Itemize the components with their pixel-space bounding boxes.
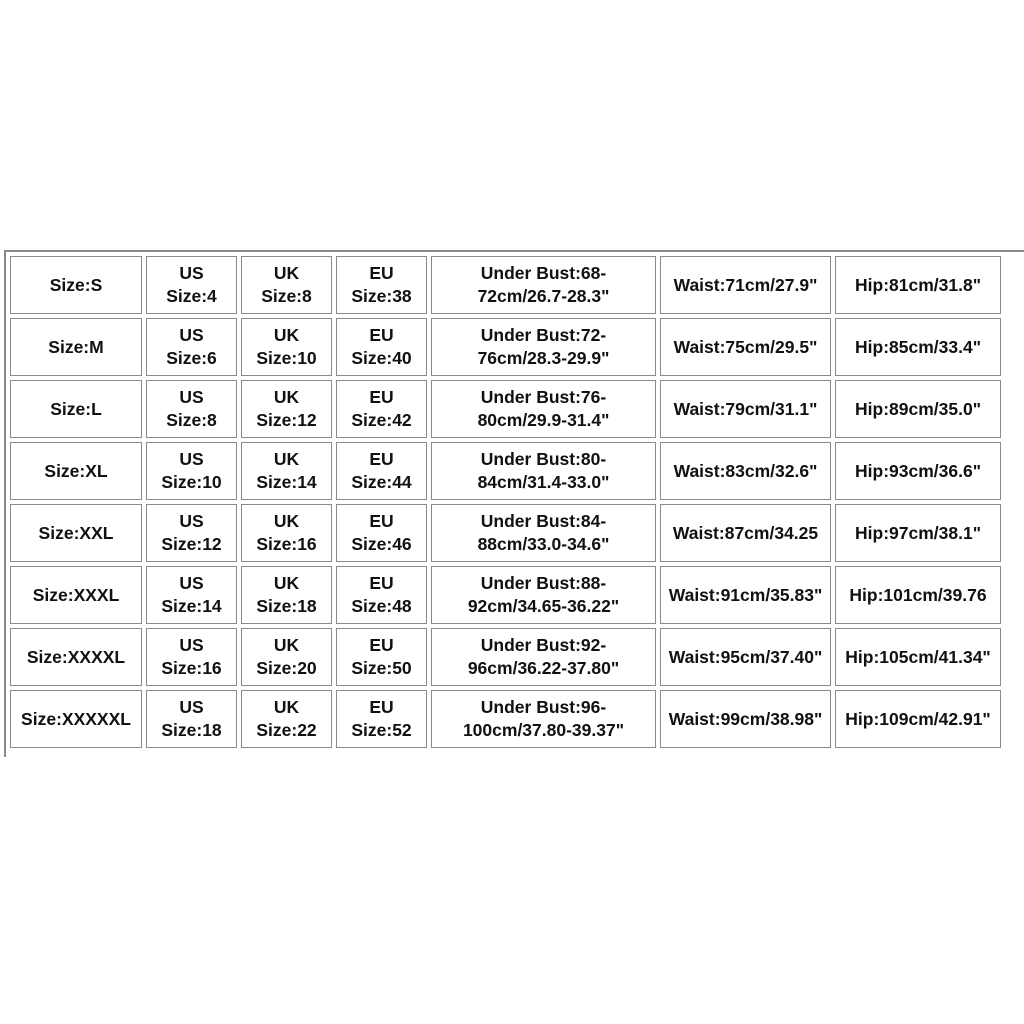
under-bust-cell — [431, 628, 656, 686]
hip-cell: Hip:89cm/35.0" — [835, 380, 1001, 438]
cell-line: UK — [273, 511, 300, 531]
cell-line: US — [179, 325, 204, 345]
cell-line: Under Bust:92- — [480, 635, 607, 655]
cell-line: Size:10 — [256, 348, 317, 368]
size-cell: Size:XXL — [10, 504, 142, 562]
uk-size-cell — [241, 442, 332, 500]
cell-line: Size:12 — [256, 410, 317, 430]
cell-line: US — [179, 263, 204, 283]
cell-line: Size:16 — [161, 658, 222, 678]
table-row — [10, 442, 1001, 500]
cell-line: Size:48 — [351, 596, 412, 616]
uk-size-cell — [241, 256, 332, 314]
cell-line: Size:8 — [166, 410, 217, 430]
uk-size-cell — [241, 380, 332, 438]
hip-cell: Hip:101cm/39.76 — [835, 566, 1001, 624]
cell-line: Under Bust:84- — [480, 511, 607, 531]
waist-cell: Waist:91cm/35.83" — [660, 566, 831, 624]
cell-line: Size:10 — [161, 472, 222, 492]
cell-line: US — [179, 635, 204, 655]
hip-cell: Hip:109cm/42.91" — [835, 690, 1001, 748]
cell-line: Size:6 — [166, 348, 217, 368]
cell-line: UK — [273, 697, 300, 717]
cell-line: UK — [273, 449, 300, 469]
size-cell: Size:XXXXL — [10, 628, 142, 686]
us-size-cell — [146, 318, 237, 376]
table-row — [10, 504, 1001, 562]
cell-line: 84cm/31.4-33.0" — [477, 472, 610, 492]
us-size-cell — [146, 380, 237, 438]
waist-cell: Waist:83cm/32.6" — [660, 442, 831, 500]
cell-line: 72cm/26.7-28.3" — [477, 286, 610, 306]
cell-line: US — [179, 697, 204, 717]
under-bust-cell — [431, 442, 656, 500]
cell-line: US — [179, 573, 204, 593]
cell-line: Size:50 — [351, 658, 412, 678]
cell-line: Size:8 — [261, 286, 312, 306]
cell-line: EU — [369, 511, 394, 531]
cell-line: UK — [273, 635, 300, 655]
cell-line: Under Bust:76- — [480, 387, 607, 407]
us-size-cell — [146, 628, 237, 686]
cell-line: EU — [369, 325, 394, 345]
eu-size-cell — [336, 318, 427, 376]
size-table-body — [10, 256, 1001, 748]
table-row — [10, 256, 1001, 314]
waist-cell: Waist:87cm/34.25 — [660, 504, 831, 562]
size-cell: Size:XXXL — [10, 566, 142, 624]
waist-cell: Waist:99cm/38.98" — [660, 690, 831, 748]
hip-cell: Hip:105cm/41.34" — [835, 628, 1001, 686]
cell-line: Size:40 — [351, 348, 412, 368]
us-size-cell — [146, 690, 237, 748]
cell-line: 80cm/29.9-31.4" — [477, 410, 610, 430]
cell-line: 100cm/37.80-39.37" — [462, 720, 625, 740]
cell-line: UK — [273, 387, 300, 407]
uk-size-cell — [241, 628, 332, 686]
under-bust-cell — [431, 504, 656, 562]
cell-line: Size:12 — [161, 534, 222, 554]
cell-line: 76cm/28.3-29.9" — [477, 348, 610, 368]
cell-line: Size:38 — [351, 286, 412, 306]
cell-line: UK — [273, 573, 300, 593]
cell-line: EU — [369, 573, 394, 593]
uk-size-cell — [241, 690, 332, 748]
cell-line: Size:14 — [256, 472, 317, 492]
table-row — [10, 318, 1001, 376]
cell-line: Size:18 — [161, 720, 222, 740]
under-bust-cell — [431, 566, 656, 624]
cell-line: Under Bust:68- — [480, 263, 607, 283]
hip-cell: Hip:81cm/31.8" — [835, 256, 1001, 314]
cell-line: 92cm/34.65-36.22" — [467, 596, 620, 616]
hip-cell: Hip:93cm/36.6" — [835, 442, 1001, 500]
size-cell: Size:S — [10, 256, 142, 314]
eu-size-cell — [336, 380, 427, 438]
uk-size-cell — [241, 504, 332, 562]
hip-cell: Hip:97cm/38.1" — [835, 504, 1001, 562]
cell-line: US — [179, 511, 204, 531]
cell-line: EU — [369, 697, 394, 717]
cell-line: Size:44 — [351, 472, 412, 492]
cell-line: EU — [369, 263, 394, 283]
cell-line: Size:16 — [256, 534, 317, 554]
size-cell: Size:XXXXXL — [10, 690, 142, 748]
cell-line: Under Bust:72- — [480, 325, 607, 345]
table-row — [10, 566, 1001, 624]
table-row — [10, 628, 1001, 686]
cell-line: Size:4 — [166, 286, 217, 306]
eu-size-cell — [336, 566, 427, 624]
cell-line: Under Bust:88- — [480, 573, 607, 593]
cell-line: 88cm/33.0-34.6" — [477, 534, 610, 554]
eu-size-cell — [336, 442, 427, 500]
uk-size-cell — [241, 566, 332, 624]
uk-size-cell — [241, 318, 332, 376]
cell-line: Under Bust:96- — [480, 697, 607, 717]
waist-cell: Waist:75cm/29.5" — [660, 318, 831, 376]
cell-line: EU — [369, 387, 394, 407]
cell-line: US — [179, 449, 204, 469]
table-row — [10, 690, 1001, 748]
waist-cell: Waist:71cm/27.9" — [660, 256, 831, 314]
cell-line: Size:20 — [256, 658, 317, 678]
us-size-cell — [146, 566, 237, 624]
cell-line: Size:14 — [161, 596, 222, 616]
size-cell: Size:L — [10, 380, 142, 438]
cell-line: Under Bust:80- — [480, 449, 607, 469]
under-bust-cell — [431, 380, 656, 438]
waist-cell: Waist:95cm/37.40" — [660, 628, 831, 686]
cell-line: Size:46 — [351, 534, 412, 554]
cell-line: Size:52 — [351, 720, 412, 740]
us-size-cell — [146, 504, 237, 562]
size-cell: Size:XL — [10, 442, 142, 500]
cell-line: EU — [369, 449, 394, 469]
hip-cell: Hip:85cm/33.4" — [835, 318, 1001, 376]
cell-line: UK — [273, 325, 300, 345]
eu-size-cell — [336, 690, 427, 748]
eu-size-cell — [336, 504, 427, 562]
size-table — [6, 252, 1005, 752]
cell-line: 96cm/36.22-37.80" — [467, 658, 620, 678]
eu-size-cell — [336, 628, 427, 686]
cell-line: Size:18 — [256, 596, 317, 616]
waist-cell: Waist:79cm/31.1" — [660, 380, 831, 438]
eu-size-cell — [336, 256, 427, 314]
us-size-cell — [146, 256, 237, 314]
cell-line: Size:42 — [351, 410, 412, 430]
size-cell: Size:M — [10, 318, 142, 376]
table-row — [10, 380, 1001, 438]
under-bust-cell — [431, 318, 656, 376]
under-bust-cell — [431, 256, 656, 314]
cell-line: EU — [369, 635, 394, 655]
size-chart — [4, 250, 1024, 757]
cell-line: US — [179, 387, 204, 407]
under-bust-cell — [431, 690, 656, 748]
cell-line: Size:22 — [256, 720, 317, 740]
us-size-cell — [146, 442, 237, 500]
cell-line: UK — [273, 263, 300, 283]
